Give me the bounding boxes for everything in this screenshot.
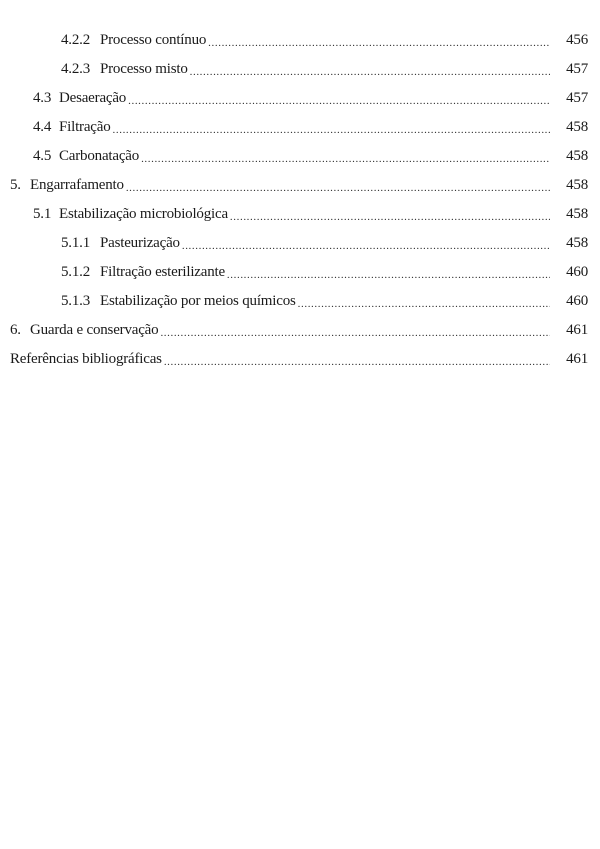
- toc-entry-title: Processo misto: [100, 61, 188, 77]
- dot-leader: [141, 153, 550, 165]
- toc-entry-left: [0, 32, 560, 49]
- toc-entry-number: 4.2.2: [61, 32, 91, 48]
- toc-entry-number: 4.3: [33, 90, 52, 106]
- toc-entry-title: Processo contínuo: [100, 32, 207, 48]
- toc-entry-number: 5.1: [33, 206, 52, 222]
- toc-entry-title: Pasteurização: [100, 235, 180, 251]
- toc-entry-number: 5.: [10, 177, 21, 193]
- toc-entry-title: Desaeração: [59, 90, 127, 106]
- toc-entry-number: 5.1.2: [61, 264, 91, 280]
- dot-leader: [190, 66, 550, 78]
- toc-entry-page: 456: [566, 32, 588, 48]
- toc-entry-left: [0, 322, 560, 339]
- toc-entry-page: 461: [566, 322, 588, 338]
- toc-entry-left: [0, 235, 560, 252]
- toc-entry-page: 457: [566, 90, 588, 106]
- toc-entry-title: Filtração esterilizante: [100, 264, 225, 280]
- toc-entry: [0, 142, 600, 171]
- toc-entry: [0, 171, 600, 200]
- toc-entry-page: 458: [566, 148, 588, 164]
- dot-leader: [160, 327, 550, 339]
- toc-entry-left: [0, 119, 560, 136]
- dot-leader: [227, 269, 550, 281]
- toc-entry-page: 458: [566, 235, 588, 251]
- toc-entry-number: 5.1.3: [61, 293, 91, 309]
- toc-entry-title: Estabilização microbiológica: [59, 206, 228, 222]
- toc-entry: [0, 287, 600, 316]
- toc-entry-left: [0, 61, 560, 78]
- toc-entry-number: 4.2.3: [61, 61, 91, 77]
- toc-entry-title: Engarrafamento: [30, 177, 124, 193]
- toc-entry-page: 458: [566, 119, 588, 135]
- toc-entry: [0, 229, 600, 258]
- toc-entry: [0, 316, 600, 345]
- toc-entry-title: Referências bibliográficas: [10, 351, 162, 367]
- toc-entry: [0, 84, 600, 113]
- toc-entry: [0, 26, 600, 55]
- toc-entry: [0, 113, 600, 142]
- dot-leader: [164, 356, 550, 368]
- dot-leader: [208, 37, 550, 49]
- toc-entry: [0, 258, 600, 287]
- table-of-contents: [0, 26, 600, 374]
- dot-leader: [298, 298, 550, 310]
- toc-entry: [0, 55, 600, 84]
- toc-entry-left: [0, 177, 560, 194]
- dot-leader: [126, 182, 550, 194]
- toc-entry-page: 458: [566, 177, 588, 193]
- toc-entry: [0, 200, 600, 229]
- toc-entry-title: Carbonatação: [59, 148, 140, 164]
- toc-entry-left: [0, 351, 560, 368]
- toc-entry-left: [0, 264, 560, 281]
- dot-leader: [182, 240, 550, 252]
- toc-entry-page: 461: [566, 351, 588, 367]
- toc-entry-left: [0, 148, 560, 165]
- toc-entry-number: 4.5: [33, 148, 52, 164]
- toc-entry-page: 457: [566, 61, 588, 77]
- toc-entry-page: 460: [566, 293, 588, 309]
- toc-entry-page: 460: [566, 264, 588, 280]
- toc-entry-title: Filtração: [59, 119, 111, 135]
- toc-entry-title: Guarda e conservação: [30, 322, 159, 338]
- dot-leader: [230, 211, 550, 223]
- dot-leader: [128, 95, 550, 107]
- toc-entry-number: 4.4: [33, 119, 52, 135]
- dot-leader: [113, 124, 550, 136]
- toc-entry: [0, 345, 600, 374]
- toc-entry-number: 5.1.1: [61, 235, 91, 251]
- toc-entry-left: [0, 293, 560, 310]
- toc-entry-left: [0, 206, 560, 223]
- toc-entry-left: [0, 90, 560, 107]
- toc-entry-page: 458: [566, 206, 588, 222]
- toc-entry-title: Estabilização por meios químicos: [100, 293, 296, 309]
- toc-entry-number: 6.: [10, 322, 21, 338]
